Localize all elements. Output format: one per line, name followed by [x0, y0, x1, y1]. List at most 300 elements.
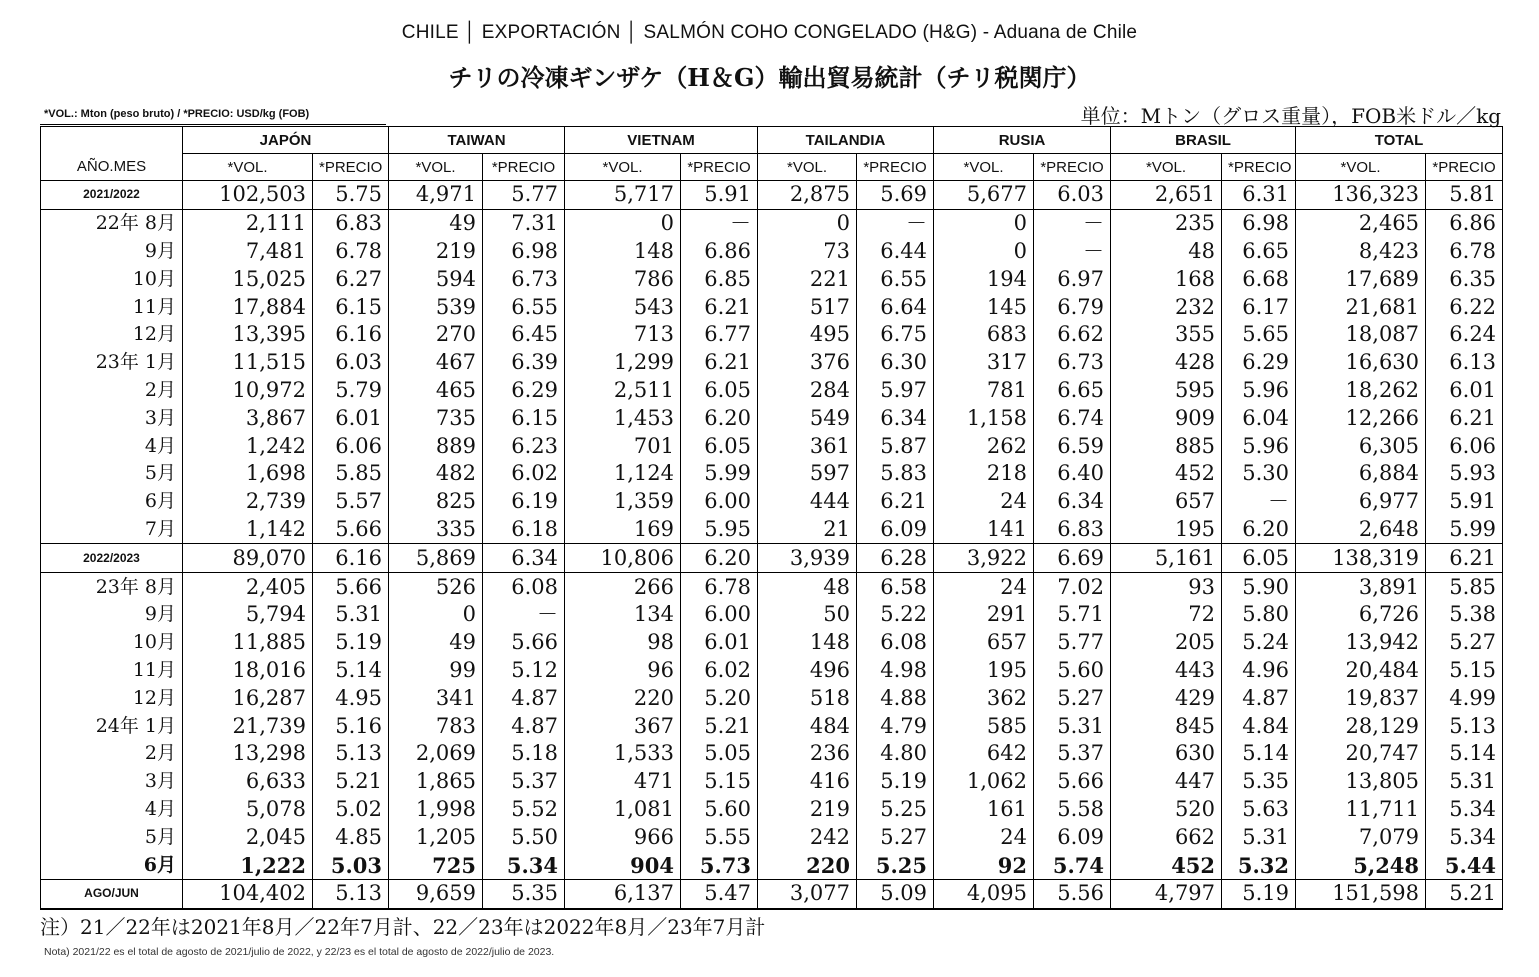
vol-cell: 4,971	[389, 181, 483, 210]
row-label: 12月	[41, 684, 183, 712]
precio-cell: 6.45	[483, 321, 565, 349]
precio-cell: 6.58	[857, 573, 934, 601]
precio-cell: 6.28	[857, 544, 934, 573]
vol-cell: 1,533	[565, 740, 681, 768]
precio-cell: 5.27	[1034, 684, 1111, 712]
precio-cell: 5.83	[857, 460, 934, 488]
precio-cell: 5.31	[1426, 768, 1503, 796]
precio-cell: 5.66	[483, 629, 565, 657]
footnote-japanese: 注）21／22年は2021年8月／22年7月計、22／23年は2022年8月／23年7月計	[40, 915, 766, 939]
vol-cell: 317	[934, 349, 1034, 377]
precio-cell: 6.01	[313, 404, 389, 432]
vol-cell: 219	[389, 238, 483, 266]
vol-cell: 236	[758, 740, 857, 768]
precio-cell: 5.20	[681, 684, 758, 712]
precio-cell: 5.19	[1222, 879, 1296, 909]
vol-cell: 1,081	[565, 796, 681, 824]
vol-cell: 341	[389, 684, 483, 712]
table-body	[41, 181, 1503, 910]
precio-cell: 5.65	[1222, 321, 1296, 349]
precio-cell: 5.12	[483, 657, 565, 685]
vol-cell: 428	[1111, 349, 1222, 377]
precio-cell: 5.05	[681, 740, 758, 768]
row-label: 7月	[41, 516, 183, 544]
vol-cell: 443	[1111, 657, 1222, 685]
row-label: 24年 1月	[41, 712, 183, 740]
vol-cell: 20,484	[1296, 657, 1426, 685]
vol-cell: 20,747	[1296, 740, 1426, 768]
vol-cell: 5,078	[183, 796, 313, 824]
precio-cell: 5.81	[1426, 181, 1503, 210]
total-row	[41, 879, 1503, 909]
precio-cell: 5.15	[1426, 657, 1503, 685]
header-country: JAPÓN	[183, 127, 389, 154]
precio-cell: 6.29	[483, 377, 565, 405]
vol-cell: 781	[934, 377, 1034, 405]
precio-cell: 4.80	[857, 740, 934, 768]
row-label: 3月	[41, 768, 183, 796]
precio-cell: 6.35	[1426, 265, 1503, 293]
vol-cell: 169	[565, 516, 681, 544]
precio-cell: 5.96	[1222, 432, 1296, 460]
precio-cell: 6.44	[857, 238, 934, 266]
precio-cell: 6.73	[1034, 349, 1111, 377]
precio-cell: 5.13	[1426, 712, 1503, 740]
table-row	[41, 712, 1503, 740]
precio-cell: 5.02	[313, 796, 389, 824]
row-label: 5月	[41, 823, 183, 851]
vol-cell: 6,137	[565, 879, 681, 909]
table-row	[41, 404, 1503, 432]
vol-cell: 11,515	[183, 349, 313, 377]
table-row	[41, 851, 1503, 879]
header-precio: *PRECIO	[313, 154, 389, 181]
vol-cell: 518	[758, 684, 857, 712]
vol-cell: 1,998	[389, 796, 483, 824]
vol-cell: 1,299	[565, 349, 681, 377]
precio-cell: 6.08	[857, 629, 934, 657]
vol-cell: 465	[389, 377, 483, 405]
row-label: 12月	[41, 321, 183, 349]
precio-cell: －	[857, 209, 934, 237]
vol-cell: 1,205	[389, 823, 483, 851]
precio-cell: 6.15	[483, 404, 565, 432]
header-country: VIETNAM	[565, 127, 758, 154]
vol-cell: 49	[389, 629, 483, 657]
vol-cell: 495	[758, 321, 857, 349]
vol-cell: 98	[565, 629, 681, 657]
vol-cell: 18,087	[1296, 321, 1426, 349]
footnote-spanish: Nota) 2021/22 es el total de agosto de 2021/julio de 2022, y 22/23 es el total de agosto de 2022/julio de 2023.	[44, 946, 555, 958]
precio-cell: 5.77	[1034, 629, 1111, 657]
header-precio: *PRECIO	[1034, 154, 1111, 181]
precio-cell: 5.50	[483, 823, 565, 851]
vol-cell: 0	[565, 209, 681, 237]
row-label: 6月	[41, 488, 183, 516]
precio-cell: 5.31	[1034, 712, 1111, 740]
precio-cell: 6.31	[1222, 181, 1296, 210]
units-note-japanese: 単位：Mトン（グロス重量），FOB米ドル／kg	[1080, 104, 1501, 128]
header-vol: *VOL.	[758, 154, 857, 181]
precio-cell: 5.30	[1222, 460, 1296, 488]
vol-cell: 21,739	[183, 712, 313, 740]
vol-cell: 484	[758, 712, 857, 740]
precio-cell: 5.19	[313, 629, 389, 657]
vol-cell: 2,739	[183, 488, 313, 516]
row-label: 11月	[41, 293, 183, 321]
precio-cell: 6.17	[1222, 293, 1296, 321]
vol-cell: 594	[389, 265, 483, 293]
vol-cell: 270	[389, 321, 483, 349]
precio-cell: 5.75	[313, 181, 389, 210]
precio-cell: 4.99	[1426, 684, 1503, 712]
table-row	[41, 823, 1503, 851]
vol-cell: 630	[1111, 740, 1222, 768]
precio-cell: 5.09	[857, 879, 934, 909]
table-row	[41, 377, 1503, 405]
precio-cell: 6.05	[681, 432, 758, 460]
precio-cell: 5.35	[1222, 768, 1296, 796]
precio-cell: 5.25	[857, 851, 934, 879]
row-label: 2021/2022	[41, 181, 183, 210]
precio-cell: －	[681, 209, 758, 237]
precio-cell: 5.93	[1426, 460, 1503, 488]
precio-cell: 6.78	[1426, 238, 1503, 266]
precio-cell: 6.15	[313, 293, 389, 321]
total-row	[41, 544, 1503, 573]
vol-cell: 49	[389, 209, 483, 237]
row-label: 23年 8月	[41, 573, 183, 601]
precio-cell: 5.44	[1426, 851, 1503, 879]
precio-cell: 4.87	[1222, 684, 1296, 712]
vol-cell: 24	[934, 573, 1034, 601]
page-title-japanese: チリの冷凍ギンザケ（H＆G）輸出貿易統計（チリ税関庁）	[448, 63, 1091, 92]
vol-cell: 18,016	[183, 657, 313, 685]
precio-cell: 5.69	[857, 181, 934, 210]
row-label: 6月	[41, 851, 183, 879]
vol-cell: 16,287	[183, 684, 313, 712]
row-label: 4月	[41, 796, 183, 824]
vol-cell: 218	[934, 460, 1034, 488]
header-vol: *VOL.	[565, 154, 681, 181]
table-row	[41, 349, 1503, 377]
precio-cell: 6.78	[681, 573, 758, 601]
precio-cell: 5.35	[483, 879, 565, 909]
header-precio: *PRECIO	[681, 154, 758, 181]
vol-cell: 376	[758, 349, 857, 377]
vol-cell: 219	[758, 796, 857, 824]
precio-cell: 5.14	[1222, 740, 1296, 768]
vol-cell: 701	[565, 432, 681, 460]
vol-cell: 825	[389, 488, 483, 516]
precio-cell: 6.65	[1222, 238, 1296, 266]
vol-cell: 3,077	[758, 879, 857, 909]
table-row	[41, 573, 1503, 601]
vol-cell: 99	[389, 657, 483, 685]
precio-cell: 6.39	[483, 349, 565, 377]
precio-cell: 5.60	[1034, 657, 1111, 685]
precio-cell: 5.99	[681, 460, 758, 488]
vol-cell: 735	[389, 404, 483, 432]
vol-cell: 6,726	[1296, 601, 1426, 629]
total-row	[41, 181, 1503, 210]
precio-cell: 6.62	[1034, 321, 1111, 349]
vol-cell: 148	[758, 629, 857, 657]
vol-cell: 725	[389, 851, 483, 879]
vol-cell: 452	[1111, 460, 1222, 488]
vol-cell: 539	[389, 293, 483, 321]
precio-cell: 6.20	[681, 404, 758, 432]
vol-cell: 367	[565, 712, 681, 740]
vol-cell: 429	[1111, 684, 1222, 712]
vol-cell: 447	[1111, 768, 1222, 796]
vol-cell: 452	[1111, 851, 1222, 879]
precio-cell: －	[1222, 488, 1296, 516]
row-label: AGO/JUN	[41, 879, 183, 909]
precio-cell: 6.22	[1426, 293, 1503, 321]
vol-cell: 12,266	[1296, 404, 1426, 432]
precio-cell: 4.84	[1222, 712, 1296, 740]
vol-cell: 148	[565, 238, 681, 266]
precio-cell: 5.13	[313, 740, 389, 768]
precio-cell: 5.37	[483, 768, 565, 796]
precio-cell: 4.98	[857, 657, 934, 685]
precio-cell: 6.19	[483, 488, 565, 516]
row-label: 10月	[41, 265, 183, 293]
table-row	[41, 265, 1503, 293]
vol-cell: 0	[758, 209, 857, 237]
header-vol: *VOL.	[1296, 154, 1426, 181]
vol-cell: 6,633	[183, 768, 313, 796]
vol-cell: 136,323	[1296, 181, 1426, 210]
precio-cell: 6.98	[483, 238, 565, 266]
vol-cell: 0	[934, 209, 1034, 237]
row-label: 4月	[41, 432, 183, 460]
precio-cell: 4.96	[1222, 657, 1296, 685]
precio-cell: 6.03	[1034, 181, 1111, 210]
vol-cell: 235	[1111, 209, 1222, 237]
vol-cell: 1,142	[183, 516, 313, 544]
precio-cell: 4.87	[483, 712, 565, 740]
precio-cell: 5.80	[1222, 601, 1296, 629]
vol-cell: 444	[758, 488, 857, 516]
precio-cell: 6.02	[483, 460, 565, 488]
vol-cell: 13,298	[183, 740, 313, 768]
header-vol: *VOL.	[1111, 154, 1222, 181]
vol-cell: 2,111	[183, 209, 313, 237]
precio-cell: 6.21	[1426, 404, 1503, 432]
vol-cell: 966	[565, 823, 681, 851]
vol-cell: 909	[1111, 404, 1222, 432]
vol-cell: 783	[389, 712, 483, 740]
precio-cell: 5.99	[1426, 516, 1503, 544]
vol-cell: 6,305	[1296, 432, 1426, 460]
precio-cell: 5.79	[313, 377, 389, 405]
vol-cell: 597	[758, 460, 857, 488]
vol-cell: 2,875	[758, 181, 857, 210]
precio-cell: 6.21	[857, 488, 934, 516]
precio-cell: 5.96	[1222, 377, 1296, 405]
units-underline	[40, 124, 386, 125]
precio-cell: 5.13	[313, 879, 389, 909]
vol-cell: 266	[565, 573, 681, 601]
row-label: 2月	[41, 377, 183, 405]
vol-cell: 220	[565, 684, 681, 712]
vol-cell: 220	[758, 851, 857, 879]
precio-cell: 6.00	[681, 601, 758, 629]
vol-cell: 232	[1111, 293, 1222, 321]
vol-cell: 361	[758, 432, 857, 460]
precio-cell: 6.01	[1426, 377, 1503, 405]
vol-cell: 284	[758, 377, 857, 405]
row-label: 11月	[41, 657, 183, 685]
header-country: RUSIA	[934, 127, 1111, 154]
precio-cell: 6.21	[681, 293, 758, 321]
precio-cell: 6.69	[1034, 544, 1111, 573]
vol-cell: 885	[1111, 432, 1222, 460]
vol-cell: 17,689	[1296, 265, 1426, 293]
precio-cell: 5.14	[1426, 740, 1503, 768]
vol-cell: 205	[1111, 629, 1222, 657]
precio-cell: 6.21	[1426, 544, 1503, 573]
vol-cell: 21	[758, 516, 857, 544]
precio-cell: 5.19	[857, 768, 934, 796]
precio-cell: 6.05	[681, 377, 758, 405]
vol-cell: 6,977	[1296, 488, 1426, 516]
precio-cell: 6.16	[313, 321, 389, 349]
precio-cell: 5.91	[1426, 488, 1503, 516]
vol-cell: 585	[934, 712, 1034, 740]
vol-cell: 195	[934, 657, 1034, 685]
precio-cell: 5.52	[483, 796, 565, 824]
vol-cell: 520	[1111, 796, 1222, 824]
vol-cell: 11,711	[1296, 796, 1426, 824]
vol-cell: 104,402	[183, 879, 313, 909]
precio-cell: 5.66	[313, 573, 389, 601]
vol-cell: 221	[758, 265, 857, 293]
row-label: 2月	[41, 740, 183, 768]
precio-cell: 5.27	[1426, 629, 1503, 657]
precio-cell: 6.13	[1426, 349, 1503, 377]
precio-cell: 6.00	[681, 488, 758, 516]
precio-cell: 6.05	[1222, 544, 1296, 573]
precio-cell: 6.18	[483, 516, 565, 544]
vol-cell: 482	[389, 460, 483, 488]
precio-cell: 5.18	[483, 740, 565, 768]
header-vol: *VOL.	[183, 154, 313, 181]
precio-cell: 6.30	[857, 349, 934, 377]
precio-cell: 6.83	[1034, 516, 1111, 544]
vol-cell: 1,359	[565, 488, 681, 516]
vol-cell: 3,867	[183, 404, 313, 432]
vol-cell: 595	[1111, 377, 1222, 405]
precio-cell: 5.31	[313, 601, 389, 629]
precio-cell: 5.25	[857, 796, 934, 824]
row-label: 3月	[41, 404, 183, 432]
vol-cell: 48	[758, 573, 857, 601]
table-row	[41, 796, 1503, 824]
vol-cell: 7,079	[1296, 823, 1426, 851]
units-note: *VOL.: Mton (peso bruto) / *PRECIO: USD/kg (FOB)	[44, 108, 310, 120]
table-row	[41, 432, 1503, 460]
vol-cell: 16,630	[1296, 349, 1426, 377]
header-row-metrics	[41, 154, 1503, 181]
precio-cell: 6.27	[313, 265, 389, 293]
page-title: CHILE │ EXPORTACIÓN │ SALMÓN COHO CONGELADO (H&G) - Aduana de Chile	[401, 22, 1138, 43]
header-vol: *VOL.	[389, 154, 483, 181]
precio-cell: 5.16	[313, 712, 389, 740]
vol-cell: 10,806	[565, 544, 681, 573]
vol-cell: 13,805	[1296, 768, 1426, 796]
vol-cell: 24	[934, 488, 1034, 516]
precio-cell: 6.09	[1034, 823, 1111, 851]
precio-cell: 5.66	[1034, 768, 1111, 796]
precio-cell: 5.03	[313, 851, 389, 879]
vol-cell: 526	[389, 573, 483, 601]
vol-cell: 1,698	[183, 460, 313, 488]
vol-cell: 11,885	[183, 629, 313, 657]
vol-cell: 17,884	[183, 293, 313, 321]
precio-cell: 5.63	[1222, 796, 1296, 824]
precio-cell: 6.97	[1034, 265, 1111, 293]
precio-cell: 5.21	[313, 768, 389, 796]
vol-cell: 517	[758, 293, 857, 321]
precio-cell: 6.16	[313, 544, 389, 573]
precio-cell: 6.78	[313, 238, 389, 266]
vol-cell: 362	[934, 684, 1034, 712]
precio-cell: 5.22	[857, 601, 934, 629]
vol-cell: 4,797	[1111, 879, 1222, 909]
header-precio: *PRECIO	[483, 154, 565, 181]
precio-cell: 6.02	[681, 657, 758, 685]
vol-cell: 242	[758, 823, 857, 851]
vol-cell: 13,395	[183, 321, 313, 349]
vol-cell: 92	[934, 851, 1034, 879]
vol-cell: 2,651	[1111, 181, 1222, 210]
row-label: 9月	[41, 238, 183, 266]
precio-cell: 5.14	[313, 657, 389, 685]
header-blank	[41, 127, 183, 154]
precio-cell: 6.01	[681, 629, 758, 657]
vol-cell: 5,794	[183, 601, 313, 629]
precio-cell: 5.55	[681, 823, 758, 851]
vol-cell: 2,045	[183, 823, 313, 851]
precio-cell: 5.34	[1426, 823, 1503, 851]
precio-cell: 5.47	[681, 879, 758, 909]
table-row	[41, 321, 1503, 349]
precio-cell: 5.91	[681, 181, 758, 210]
precio-cell: 6.40	[1034, 460, 1111, 488]
precio-cell: 5.74	[1034, 851, 1111, 879]
vol-cell: 5,677	[934, 181, 1034, 210]
precio-cell: 5.56	[1034, 879, 1111, 909]
vol-cell: 5,717	[565, 181, 681, 210]
precio-cell: 4.85	[313, 823, 389, 851]
vol-cell: 7,481	[183, 238, 313, 266]
vol-cell: 642	[934, 740, 1034, 768]
header-country: TOTAL	[1296, 127, 1503, 154]
vol-cell: 28,129	[1296, 712, 1426, 740]
precio-cell: －	[483, 601, 565, 629]
vol-cell: 291	[934, 601, 1034, 629]
precio-cell: 6.86	[681, 238, 758, 266]
precio-cell: 6.75	[857, 321, 934, 349]
vol-cell: 96	[565, 657, 681, 685]
precio-cell: 6.65	[1034, 377, 1111, 405]
precio-cell: 6.03	[313, 349, 389, 377]
precio-cell: 4.87	[483, 684, 565, 712]
table-row	[41, 460, 1503, 488]
